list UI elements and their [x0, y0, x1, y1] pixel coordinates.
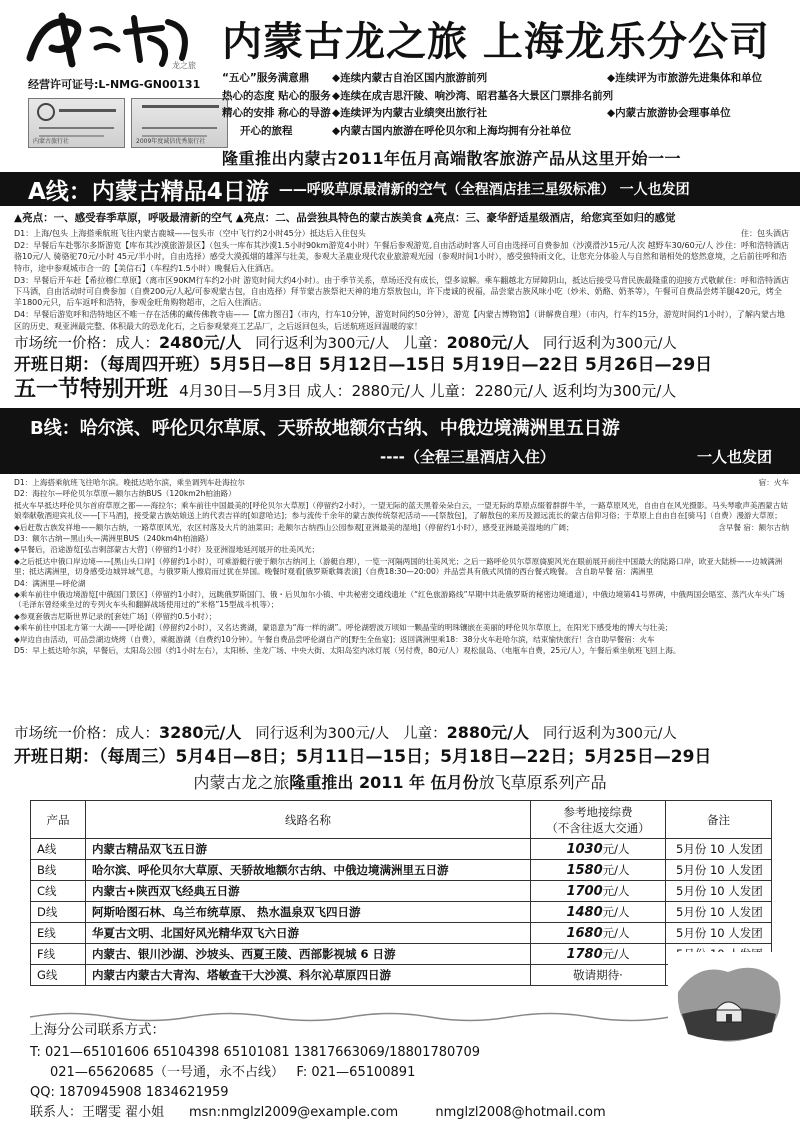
headline: 隆重推出内蒙古2011年伍月高端散客旅游产品从这里开始一一: [222, 149, 682, 168]
email-address: nmglzl2008@hotmail.com: [435, 1105, 606, 1120]
slogan: “五心”服务满意鼎: [222, 72, 310, 84]
table-header-row: [31, 801, 772, 839]
itinerary-day: D5：早上抵达哈尔滨，早餐后，太阳岛公园（约1小时左右），太阳桥、坐龙广场、中央大街、太阳岛室内冰灯展（另付费，80元/人）观松鼠岛、（电瓶车自费，25元/人），午餐后乘坐航班飞回上海。: [14, 646, 681, 656]
contact-persons: 联系人：王曙雯 翟小姐 msn:nmglzl2009@example.com nmglzl2008@hotmail.com: [30, 1105, 606, 1120]
certificate-plaque: 2009年度诚信优秀旅行社: [131, 98, 228, 148]
itinerary-day: ◆早餐后，沿途游览[弘吉剌部蒙古大营]（停留约1小时）及亚洲湿地延河展开的壮美风光；: [14, 545, 320, 555]
column-header: 线路名称: [86, 801, 531, 839]
itinerary-day: 住：呼和浩特酒店 D3：早餐后开车赶【希拉穆仁草原】（离市区90KM行车约2小时 游览时间大约4小时）。由于季节关系，草场还没有成长，望多谅解。乘车翻越北方屏障阴山，抵达后接受马背民族最隆重的迎接方式敬献下马酒，自由活动时可自费参加（自费200元/人起/可参观蒙古包，自由选择）拜节蒙古族祭祀天神的地方祭敖包山，许下虔诚的祝福，品尝蒙古族风味小吃（炒米、奶酪、奶茶等），午餐可自费品尝烤羊腿420元，烤全羊1800元只，后车返呼和浩特，参观金旺角购物超市，之后入住酒店。: [14, 275, 789, 308]
svg-text:龙之旅: 龙之旅: [172, 61, 196, 70]
certificates: [28, 98, 228, 148]
itinerary-day: ◆乘车前往中俄边境游览[中俄国门景区]（停留约1小时），远眺俄罗斯国门、俄・后贝加尔小镇、中共秘密交通线遗址（“红色旅游路线”早期中共赴俄罗斯的秘密边境通道），中俄边境第41号界碑，中俄两国会晤室、蒸汽火车头广场（毛泽东曾经乘坐过的专列火车头和翻鲜战场使用过的“米格”15型战斗机等）；: [14, 590, 785, 610]
itinerary-day: 住：呼和浩特酒店 D2：早餐后车赴鄂尔多斯游览【库布其沙漠旅游景区】（包头一库布其沙漠1.5小时90km游览4小时）午餐后参观游览,自由活动时客人可自由选择可自费参加（沙漠滑沙15元/人次 越野车30/60元/人 沙骆10元/人 骑骆驼70元/小时 45元/半小时，自由选择）感受大漠孤烟的雄浑与壮美，参观大圣鹿业现代农业旅游观光园（参观时间1小时），感受独特雨文化，让您充分体验人与自然和谐相处的悠然意境，之后前往呼和浩特市，途中参观城市合一的【美信石】（车程约1.5小时）晚餐后入住酒店。: [14, 241, 789, 273]
column-header: 产品: [31, 801, 86, 839]
line-b-price: 市场统一价格：成人：3280元/人 同行返利为300元/人 儿童：2880元/人 同行返利为300元/人: [14, 723, 677, 742]
slogan: 精心的安排 称心的导游: [222, 107, 331, 119]
contact-heading: 上海分公司联系方式：: [30, 1022, 165, 1038]
msn-address: msn:nmglzl2009@example.com: [188, 1105, 399, 1120]
company-title: 内蒙古龙之旅 上海龙乐分公司: [222, 18, 770, 65]
promo-heading: 内蒙古龙之旅隆重推出 2011 年 伍月份放飞草原系列产品: [193, 773, 607, 792]
line-b-tag: 一人也发团: [696, 448, 772, 466]
itinerary-day: ◆参观套俄吉尼斯世界记录的[套娃广场]（停留约0.5小时）；: [14, 611, 217, 621]
itinerary-day: ◆乘车前往中国北方第一大湖——[呼伦湖]（停留约2小时），又名达赉湖，蒙语意为“海一样的湖”。呼伦湖碧波万顷如一颗晶莹的明珠镶嵌在美丽的呼伦贝尔草原上，在阳光下感受地的博大与壮美；: [14, 623, 673, 633]
slogan-list: [222, 70, 792, 140]
slogan: 热心的态度 贴心的服务: [222, 89, 331, 102]
slogan: ◆连续内蒙古自治区国内旅游前列: [332, 72, 488, 84]
line-a-title: A线：内蒙古精品4日游: [28, 178, 269, 205]
line-a-itinerary: [14, 228, 789, 333]
itinerary-day: D4：早餐后游览呼和浩特地区不唯一存在活佛的藏传佛教寺庙——【席力图召】（市内，行车10分钟，游览时间约50分钟），游览【内蒙古博物馆】（讲解费自理）（市内，行车约15分，游览时间约1小时），了解内蒙古地区的历史、观亚洲最完整、体积最大的恐龙化石，之后参观蒙亮工艺品厂，之后返回包头，后送航班返回温暖的家！: [14, 310, 785, 331]
itinerary-day: 含早餐 宿：额尔古纳 ◆后赶敖古族发祥地——额尔古纳，一路草原风光，农区村落及大片的油菜田；赴额尔古纳西山公园参观[亚洲最美的湿地]（停留约1小时），感受亚洲最美湿地的广阔；: [14, 522, 789, 532]
line-a-highlights: ▲亮点：一、感受春季草原，呼吸最清新的空气 ▲亮点：二、品尝独具特色的蒙古族美食 ▲亮点：三、豪华舒适星级酒店，给您宾至如归的感觉: [14, 212, 676, 224]
column-header: 参考地接综费 （不含往返大交通）: [531, 801, 666, 839]
table-row: A线 内蒙古精品双飞五日游 1030元/人 5月份 10 人发团: [31, 839, 772, 860]
table-row: F线 内蒙古、银川沙湖、沙坡头、西夏王陵、西部影视城 6 日游 1780元/人: [31, 944, 772, 965]
logo-brush-mark: [22, 8, 202, 70]
slogan: ◆连续评为市旅游先进集体和单位: [607, 72, 763, 84]
itinerary-day: 住：包头酒店 D1：上海/包头 上海搭乘航班飞往内蒙古鹿城——包头市（空中飞行约2小时45分）抵达后入住包头: [14, 229, 789, 238]
itinerary-day: ◆岸边自由活动，可品尝湖边烧烤（自费），乘艇游湖（自费约10分钟）。午餐自费品尝呼伦湖自产的[野生全鱼宴]；返回满洲里乘18：38分火车赴哈尔滨，结束愉快旅行！含自助早餐宿：火车: [14, 634, 655, 644]
line-b-itinerary: [14, 478, 789, 658]
itinerary-day: 宿：火车 D1：上海搭乘航班飞往哈尔滨。晚抵达哈尔滨，乘坐调列车赴海拉尔: [14, 478, 789, 487]
itinerary-day: D3：额尔古纳—黑山头—满洲里BUS（240km4h柏油路）: [14, 534, 213, 544]
table-row: E线 华夏古文明、北国好风光精华双飞六日游 1680元/人 5月份 10 人发团: [31, 923, 772, 944]
itinerary-day: ◆之后抵达中俄口岸边境——[黑山头口岸]（停留约1小时），可乘游艇行驶于额尔古纳河上（游艇自理），一览一河隔两国的壮美风光；之后一路呼伦贝尔草原旖旎风光在眼前展开前往中国最大的陆路口岸，欧亚大陆桥——边城满洲里；抵达满洲里，切身感受边城异域气息，与俄罗斯人擦肩而过犹在异国。晚餐时观看[俄罗斯歌舞表演]（自费18:30—20:00）并品尝具有俄式风情的西台餐式晚餐。 含自助早餐 宿：满洲里: [14, 556, 783, 577]
line-b-title: B线：哈尔滨、呼伦贝尔草原、天骄故地额尔古纳、中俄边境满洲里五日游: [30, 418, 620, 439]
slogan: ◆连续在成吉思汗陵、响沙湾、昭君墓各大景区门票排名前列: [332, 89, 614, 102]
table-row: C线 内蒙古+陕西双飞经典五日游 1700元/人 5月份 10 人发团: [31, 881, 772, 902]
phone-numbers: T: 021—65101606 65104398 65101081 13817663069/18801780709: [30, 1045, 481, 1060]
certificate-plaque: 内蒙古旅行社: [28, 98, 125, 148]
itinerary-day: D2：海拉尔—呼伦贝尔草原—额尔古纳BUS（120km2h柏油路）: [14, 489, 236, 499]
contact-block: [30, 1020, 650, 1123]
column-header: 备注: [666, 801, 772, 839]
special-title: 五一节特别开班: [14, 377, 169, 402]
line-b-dates: 开班日期：（每周三）5月4日—8日；5月11日—15日；5月18日—22日；5月25日—29日: [14, 747, 712, 767]
line-b-subtitle: ----（全程三星酒店入住）: [380, 448, 555, 466]
line-a-price: 市场统一价格：成人：2480元/人 同行返利为300元/人 儿童：2080元/人 同行返利为300元/人: [14, 333, 677, 352]
slogan: ◆内蒙古旅游协会理事单位: [607, 107, 731, 119]
slogan: ◆内蒙古国内旅游在呼伦贝尔和上海均拥有分社单位: [332, 124, 572, 137]
table-row: D线 阿斯哈图石林、乌兰布统草原、 热水温泉双飞四日游 1480元/人 5月份 10 人发团: [31, 902, 772, 923]
special-details: 4月30日—5月3日 成人：2880元/人 儿童：2280元/人 返利均为300元/人: [179, 382, 677, 400]
table-row: B线 哈尔滨、呼伦贝尔大草原、天骄故地额尔古纳、中俄边境满洲里五日游 1580元/人 5月份 10 人发团: [31, 860, 772, 881]
qq-numbers: QQ: 1870945908 1834621959: [30, 1085, 229, 1100]
yurt-photo: [668, 952, 786, 1052]
product-table: [30, 800, 772, 986]
header: [0, 0, 800, 170]
line-a-dates: 开班日期：（每周四开班）5月5日—8日 5月12日—15日 5月19日—22日 5月26日—29日: [14, 355, 713, 375]
special-departure: [14, 372, 794, 403]
itinerary-day: D4：满洲里—呼伦湖: [14, 578, 86, 588]
phone-hotline: 021—65620685（一号通，永不占线） F: 021—65100891: [50, 1065, 416, 1080]
table-row: G线 内蒙古内蒙古大青沟、塔敏查干大沙漠、科尔沁草原四日游 敬请期待·: [31, 965, 772, 986]
line-b-banner: [0, 408, 800, 474]
slogan: ◆连续评为内蒙古业绩突出旅行社: [332, 107, 488, 119]
slogan: 开心的旅程: [240, 124, 293, 137]
itinerary-day: 抵火车早抵达呼伦贝尔首府草原之都——海拉尔；乘车前往中国最美的[呼伦贝尔大草原]（停留约2小时），一望无际的蓝天黑着朵朵白云，一望无际的草原点缀着群群牛羊，一路草原风光，自由自在风光摄影。马头琴歌声美酒蒙古姑娘奉献敬酒迎宾礼仪——[下马酒]，接受蒙古族姑娘送上的代表吉祥的[如意哈达]；参与流传千余年的蒙古族传统祭祀活动——[祭敖包]，了解敖包的来历及源远流长的蒙古信仰习俗；于草原上自由自在[骑马]（自费）漫游大草原；: [14, 500, 788, 521]
line-a-subtitle: ——呼吸草原最清新的空气（全程酒店挂三星级标准） 一人也发团: [278, 182, 690, 198]
line-a-banner: [0, 172, 800, 206]
license-number: 经营许可证号:L-NMG-GN00131: [28, 78, 201, 91]
fax-number: F: 021—65100891: [296, 1065, 416, 1080]
